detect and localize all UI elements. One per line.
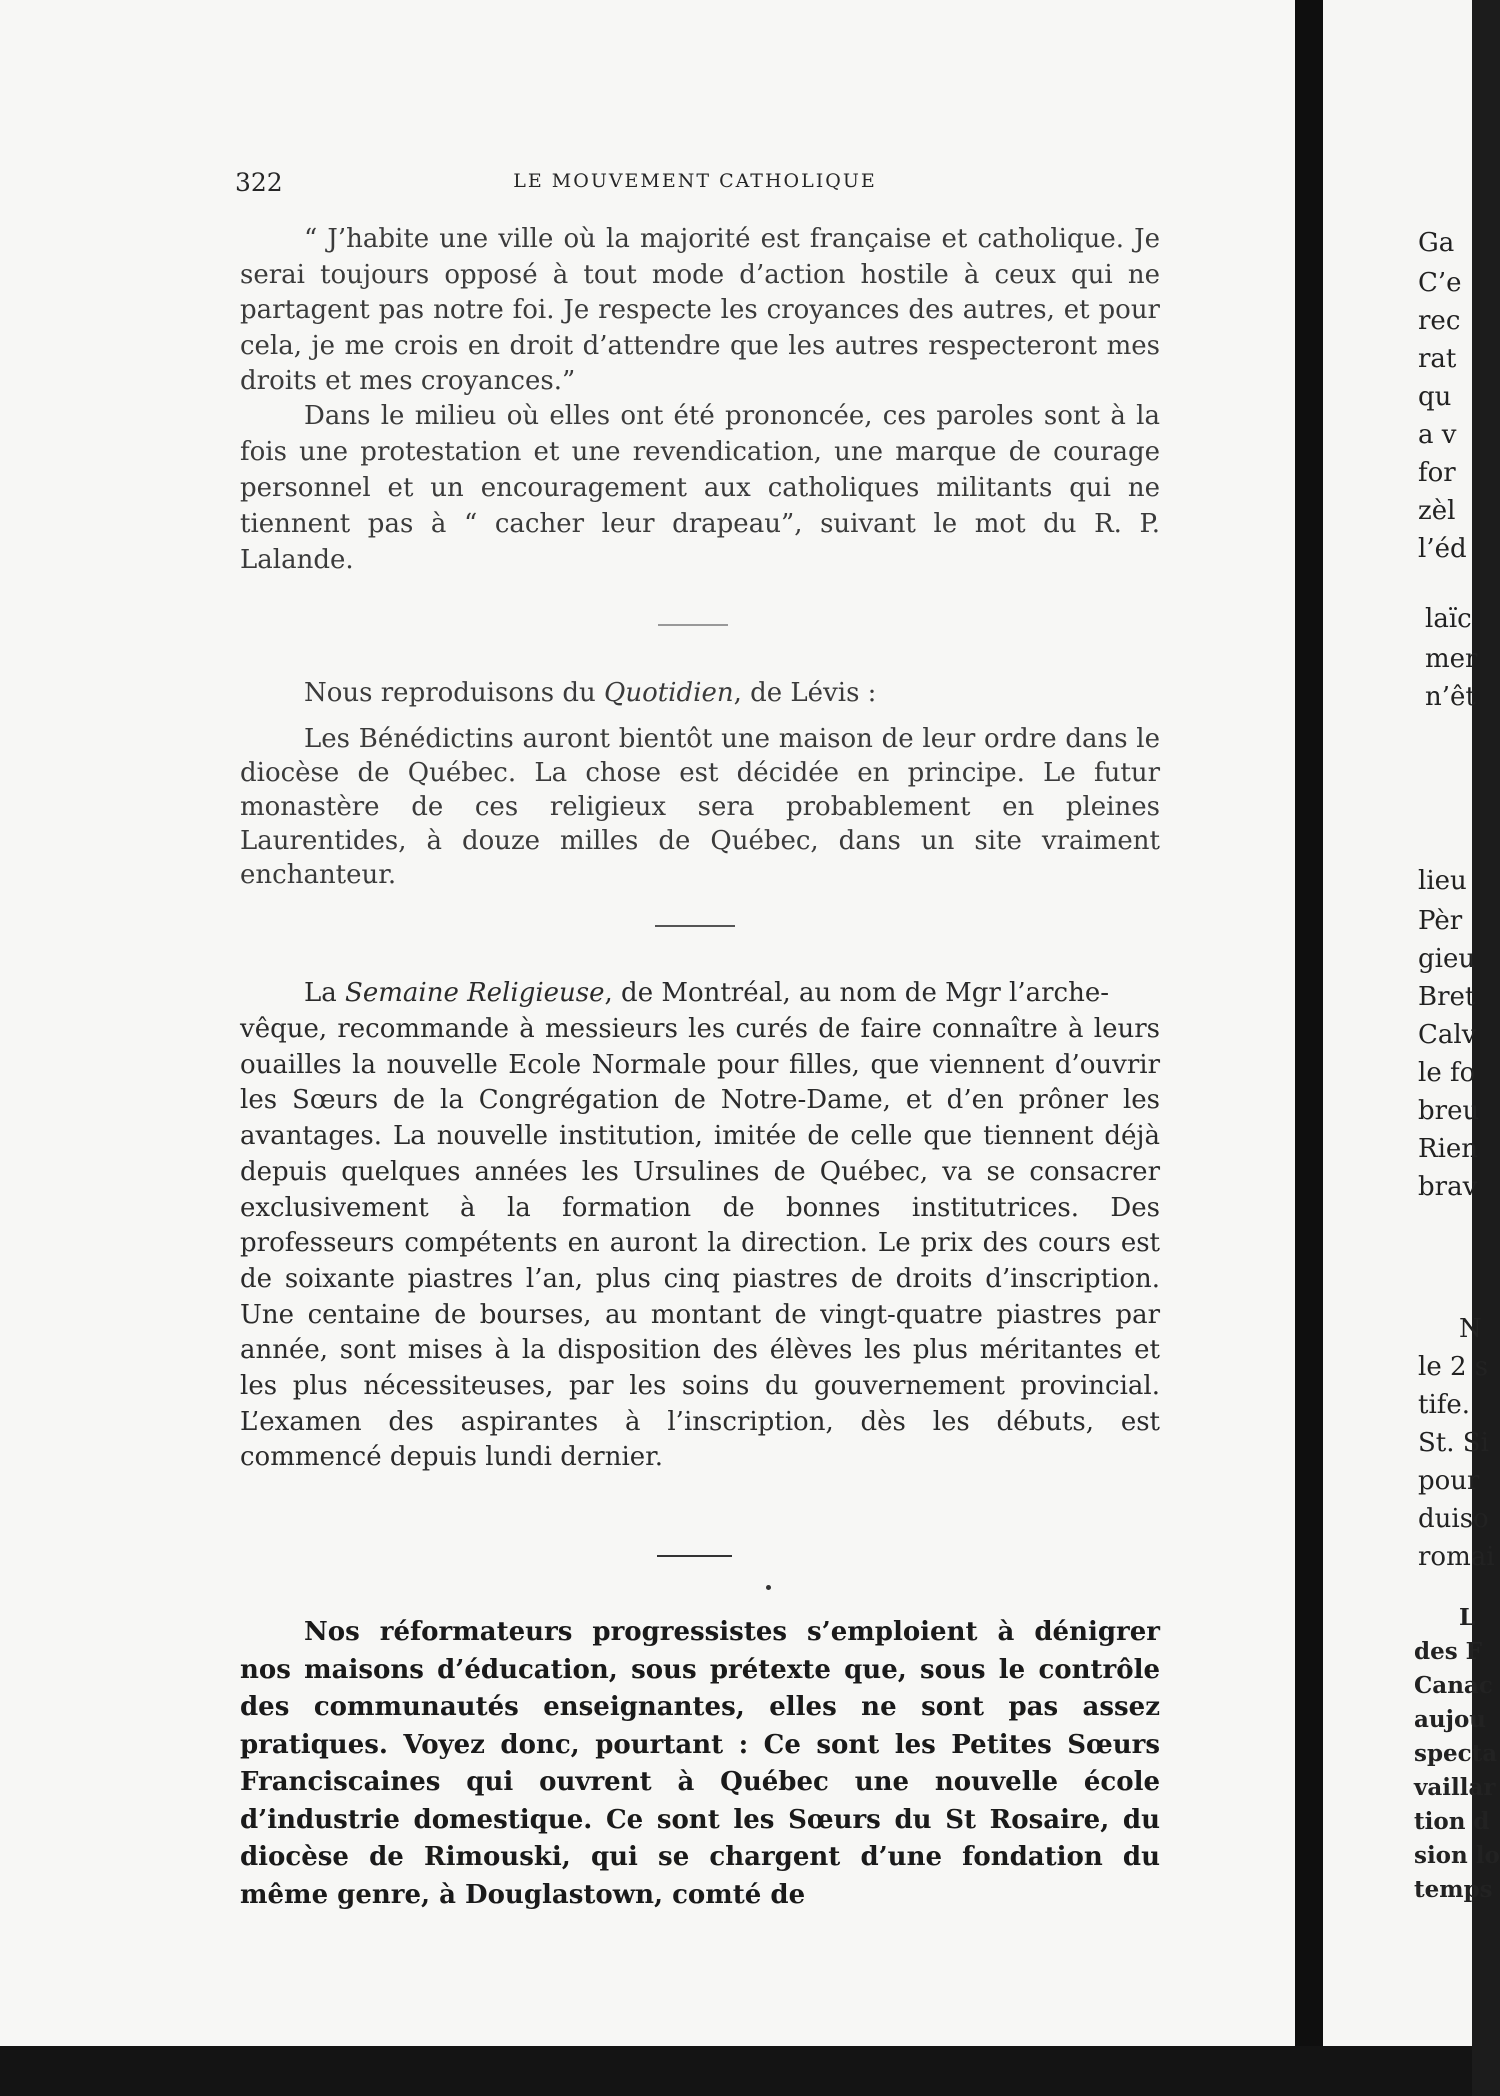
right-page-line: duiso (1418, 1504, 1489, 1534)
right-page-line: lieu (1418, 866, 1467, 896)
right-page-line: L (1459, 1604, 1476, 1631)
right-page-line: tife. (1418, 1390, 1471, 1420)
page-number: 322 (235, 168, 283, 197)
right-page-line: vaillar (1414, 1774, 1496, 1801)
right-page-line: des F (1414, 1638, 1483, 1665)
right-page-line: Bret (1418, 982, 1476, 1012)
right-page (1323, 0, 1500, 2046)
intro-text-end: , de Lévis : (733, 678, 877, 708)
right-page-line: breu (1418, 1096, 1480, 1126)
right-page-line: St. Si (1418, 1428, 1489, 1458)
section-separator (657, 1555, 732, 1557)
right-page-line: qu (1418, 382, 1452, 412)
right-page-line: zèl (1418, 496, 1456, 526)
right-page-line: a v (1418, 420, 1457, 450)
right-page-line: laïc (1425, 604, 1472, 634)
right-page-line: Ga (1418, 228, 1455, 258)
right-page-line: pour (1418, 1466, 1480, 1496)
right-page-line: n’êt (1425, 682, 1476, 712)
right-page-line: temps (1414, 1876, 1493, 1903)
right-page-line: Rien (1418, 1134, 1479, 1164)
right-page-line: romai (1418, 1542, 1495, 1572)
right-page-line: Canac (1414, 1672, 1493, 1699)
intro-text: La (304, 978, 346, 1008)
right-page-line: le fo (1418, 1058, 1476, 1088)
paragraph-benedictins: Les Bénédictins auront bientôt une maison de leur ordre dans le diocèse de Québec. La chose est décidée en principe. Le futur monastère de ces religieux sera probablement en pleines Laurentides, à douze milles de Québec, dans un site vraiment enchanteur. (240, 724, 1160, 890)
paragraph-quote: “ J’habite une ville où la majorité est française et catholique. Je serai toujours opposé à tout mode d’action hostile à ceux qui ne partagent pas notre foi. Je respecte les croyances des autres, et pour cela, je me crois en droit d’attendre que les autres respecteront mes droits et mes croyances.” (240, 224, 1160, 396)
intro-text-end: , de Montréal, au nom de Mgr l’arche- (604, 978, 1110, 1008)
right-page-line: sion lo (1414, 1842, 1500, 1869)
right-page-line: brav (1418, 1172, 1478, 1202)
book-gutter (1295, 0, 1323, 2046)
paragraph-reformateurs: Nos réformateurs progressistes s’emploient à dénigrer nos maisons d’éducation, sous prétexte que, sous le contrôle des communautés enseignantes, elles ne sont pas assez pratiques. Voyez donc, pourtant : Ce sont les Petites Sœurs Franciscaines qui ouvrent à Québec une nouvelle école d’industrie domestique. Ce sont les Sœurs du St Rosaire, du diocèse de Rimouski, qui se chargent d’une fondation du même genre, à Douglastown, comté de (240, 1617, 1160, 1910)
intro-text: Nous reproduisons du (304, 678, 605, 708)
right-page-line: rec (1418, 306, 1461, 336)
right-page-line: le 2 s (1418, 1352, 1489, 1382)
right-page-line: Pèr (1418, 906, 1463, 936)
right-page-line: l’éd (1418, 534, 1467, 564)
paragraph-ecole-normale: vêque, recommande à messieurs les curés de faire connaître à leurs ouailles la nouvelle Ecole Normale pour filles, que viennent d’ouvrir les Sœurs de la Congrégation de Notre-Dame, et d’en prôner les avantages. La nouvelle institution, imitée de celle que tiennent déjà depuis quelques années les Ursulines de Québec, va se consacrer exclusivement à la formation de bonnes institutrices. Des professeurs compétents en auront la direction. Le prix des cours est de soixante piastres l’an, plus cinq piastres de droits d’inscription. Une centaine de bourses, au montant de vingt-quatre piastres par année, sont mises à la disposition des élèves les plus méritantes et les plus nécessiteuses, par les soins du gouvernement provincial. L’examen des aspirantes à l’inscription, dès les débuts, est commencé depuis lundi dernier. (240, 1014, 1160, 1473)
paragraph-quotidien-intro (240, 676, 1160, 712)
right-page-line: for (1418, 458, 1456, 488)
right-page-line: rat (1418, 344, 1457, 374)
right-page-line: gieu (1418, 944, 1476, 974)
running-title: LE MOUVEMENT CATHOLIQUE (513, 170, 877, 192)
section-separator (658, 624, 728, 626)
paragraph-commentary: Dans le milieu où elles ont été prononcée, ces paroles sont à la fois une protestation et une revendication, une marque de courage personnel et un encouragement aux catholiques militants qui ne tiennent pas à “ cacher leur drapeau”, suivant le mot du R. P. Lalande. (240, 401, 1160, 575)
right-page-line: mer (1425, 644, 1478, 674)
page-header (235, 168, 1155, 204)
right-page-line: specta (1414, 1740, 1498, 1767)
paragraph-semaine-intro (240, 976, 1160, 1012)
scan-bottom-edge (0, 2046, 1472, 2096)
dot-mark (766, 1585, 771, 1590)
newspaper-title: Semaine Religieuse (345, 978, 605, 1008)
right-page-line: Calv (1418, 1020, 1477, 1050)
newspaper-title: Quotidien (604, 678, 734, 708)
right-page-line: tion d (1414, 1808, 1490, 1835)
section-separator (655, 925, 735, 927)
right-page-line: C’e (1418, 268, 1462, 298)
right-page-line: N (1459, 1314, 1482, 1344)
right-page-line: aujou (1414, 1706, 1487, 1733)
